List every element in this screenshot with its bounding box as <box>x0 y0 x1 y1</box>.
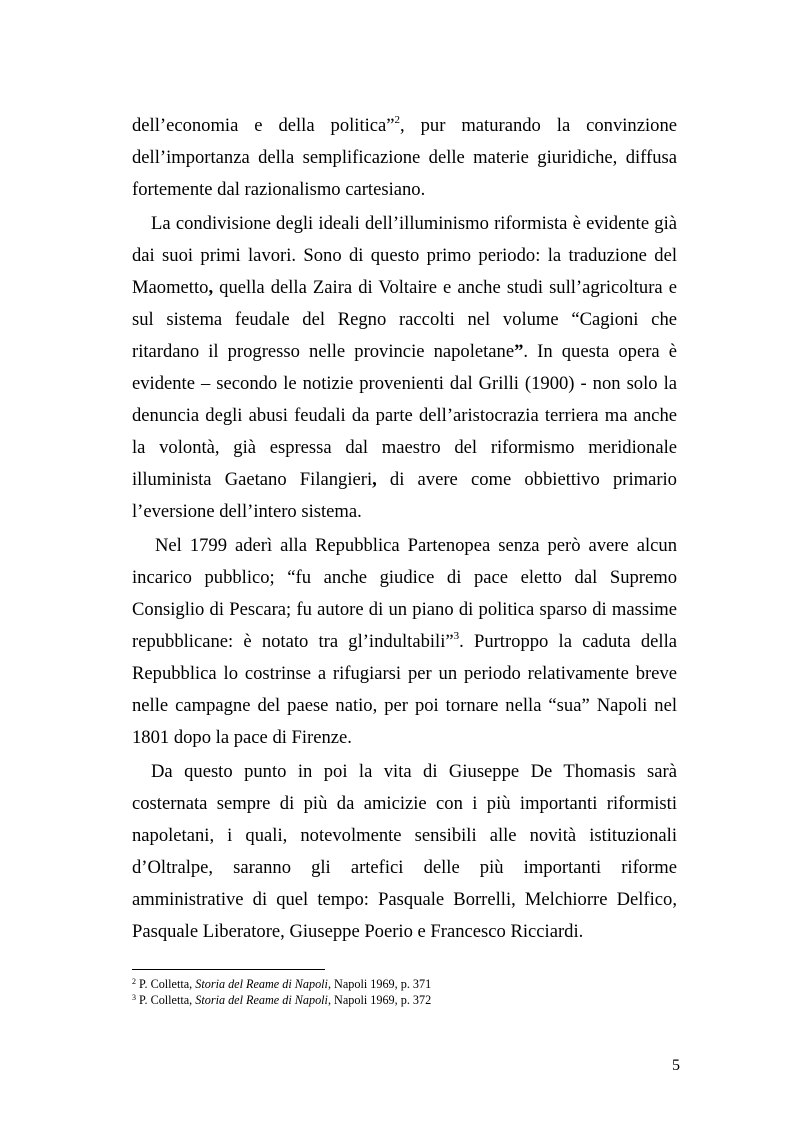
text-line: napoletani, i quali, notevolmente sensibili alle novità istituzionali <box>132 825 677 846</box>
text-line: amministrative di quel tempo: Pasquale Borrelli, Melchiorre Delfico, <box>132 889 677 910</box>
text-line: sul sistema feudale del Regno raccolti nel volume “Cagioni che <box>132 309 677 330</box>
text-line: La condivisione degli ideali dell’illuminismo riformista è evidente già <box>151 213 677 234</box>
text-line: Pasquale Liberatore, Giuseppe Poerio e Francesco Ricciardi. <box>132 921 584 942</box>
footnote-ref[interactable]: 2 <box>394 114 401 126</box>
footnote: $^3$ P. Colletta, Storia del Reame di Napoli, Napoli 1969, p. 372 <box>132 993 432 1007</box>
text-line: illuminista Gaetano Filangieri, di avere come obbiettivo primario <box>132 469 677 490</box>
footnote-separator <box>132 969 325 970</box>
text-line: dell’economia e della politica”$^2$, pur maturando la convinzione <box>132 114 677 136</box>
text-line: repubblicane: è notato tra gl’indultabili”$^3$. Purtroppo la caduta della <box>132 630 677 652</box>
text-line: Da questo punto in poi la vita di Giuseppe De Thomasis sarà <box>151 761 677 782</box>
text-line: costernata sempre di più da amicizie con i più importanti riformisti <box>132 793 677 814</box>
page-number: 5 <box>672 1057 680 1074</box>
text-line: incarico pubblico; “fu anche giudice di pace eletto dal Supremo <box>132 567 677 588</box>
footnote-ref[interactable]: 3 <box>453 630 460 642</box>
text-line: dai suoi primi lavori. Sono di questo primo periodo: la traduzione del <box>132 245 677 266</box>
text-line: la volontà, già espressa dal maestro del riformismo meridionale <box>132 437 677 458</box>
text-line: nelle campagne del paese natio, per poi tornare nella “sua” Napoli nel <box>132 695 677 716</box>
text-line: Repubblica lo costrinse a rifugiarsi per un periodo relativamente breve <box>132 663 677 684</box>
text-line: dell’importanza della semplificazione delle materie giuridiche, diffusa <box>132 147 677 168</box>
text-line: evidente – secondo le notizie provenienti dal Grilli (1900) - non solo la <box>132 373 677 394</box>
text-line: l’eversione dell’intero sistema. <box>132 501 362 522</box>
text-line: ritardano il progresso nelle provincie napoletane”. In questa opera è <box>132 341 677 362</box>
footnote: $^2$ P. Colletta, Storia del Reame di Napoli, Napoli 1969, p. 371 <box>132 977 432 991</box>
text-line: Consiglio di Pescara; fu autore di un piano di politica sparso di massime <box>132 599 677 620</box>
text-line: Nel 1799 aderì alla Repubblica Partenopea senza però avere alcun <box>155 535 677 556</box>
text-line: d’Oltralpe, saranno gli artefici delle più importanti riforme <box>132 857 677 878</box>
text-line: fortemente dal razionalismo cartesiano. <box>132 179 426 200</box>
text-line: Maometto, quella della Zaira di Voltaire e anche studi sull’agricoltura e <box>132 277 677 298</box>
text-line: 1801 dopo la pace di Firenze. <box>132 727 352 748</box>
text-line: denuncia degli abusi feudali da parte dell’aristocrazia terriera ma anche <box>132 405 677 426</box>
